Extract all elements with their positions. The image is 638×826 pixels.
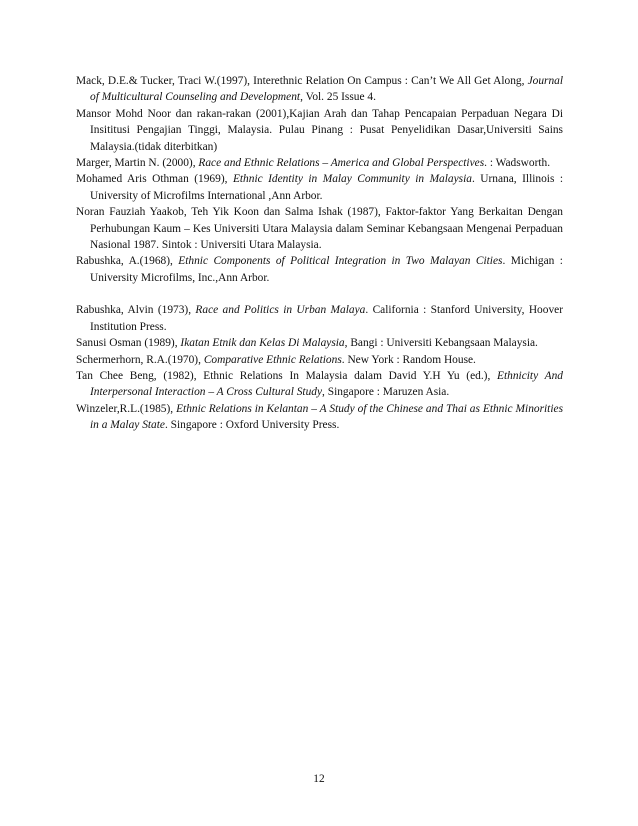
reference-entry: Tan Chee Beng, (1982), Ethnic Relations In Malaysia dalam David Y.H Yu (ed.), Ethnicity And Interpersonal Interaction – A Cross Cultural Study, Singapore : Maruzen Asia. <box>76 369 564 399</box>
reference-entry: Sanusi Osman (1989), Ikatan Etnik dan Kelas Di Malaysia, Bangi : Universiti Kebangsaan Malaysia. <box>76 337 538 350</box>
reference-entry: Winzeler,R.L.(1985), Ethnic Relations in Kelantan – A Study of the Chinese and Thai as Ethnic Minorities in a Malay State. Singapore : Oxford University Press. <box>76 402 564 432</box>
reference-entry: Mohamed Aris Othman (1969), Ethnic Identity in Malay Community in Malaysia. Urnana, Illinois : University of Microfilms International ,Ann Arbor. <box>76 173 564 202</box>
reference-entry: Marger, Martin N. (2000), Race and Ethnic Relations – America and Global Perspectives. : Wadsworth. <box>76 157 551 170</box>
reference-entry: Rabushka, A.(1968), Ethnic Components of Political Integration in Two Malayan Cities. Michigan : University Microfilms, Inc.,Ann Arbor. <box>76 255 563 284</box>
page-number: 12 <box>313 773 325 785</box>
reference-entry: Mack, D.E.& Tucker, Traci W.(1997), Interethnic Relation On Campus : Can’t We All Get Along, Journal of Multicultural Counseling and Development, Vol. 25 Issue 4. <box>76 75 563 104</box>
reference-list <box>76 73 563 434</box>
reference-entry: Noran Fauziah Yaakob, Teh Yik Koon dan Salma Ishak (1987), Faktor-faktor Yang Berkaitan Dengan Perhubungan Kaum – Kes Universiti Utara Malaysia dalam Seminar Kebangsaan Mengenai Perpaduan Nasional 1987. Sintok : Universiti Utara Malaysia. <box>76 206 563 252</box>
reference-entry: Schermerhorn, R.A.(1970), Comparative Ethnic Relations. New York : Random House. <box>76 353 476 366</box>
reference-entry: Rabushka, Alvin (1973), Race and Politics in Urban Malaya. California : Stanford University, Hoover Institution Press. <box>76 304 563 333</box>
reference-entry: Mansor Mohd Noor dan rakan-rakan (2001),Kajian Arah dan Tahap Pencapaian Perpaduan Negara Di Insititusi Pengajian Tinggi, Malaysia. Pulau Pinang : Pusat Penyelidikan Dasar,Universiti Sains Malaysia.(tidak diterbitkan) <box>76 107 563 153</box>
